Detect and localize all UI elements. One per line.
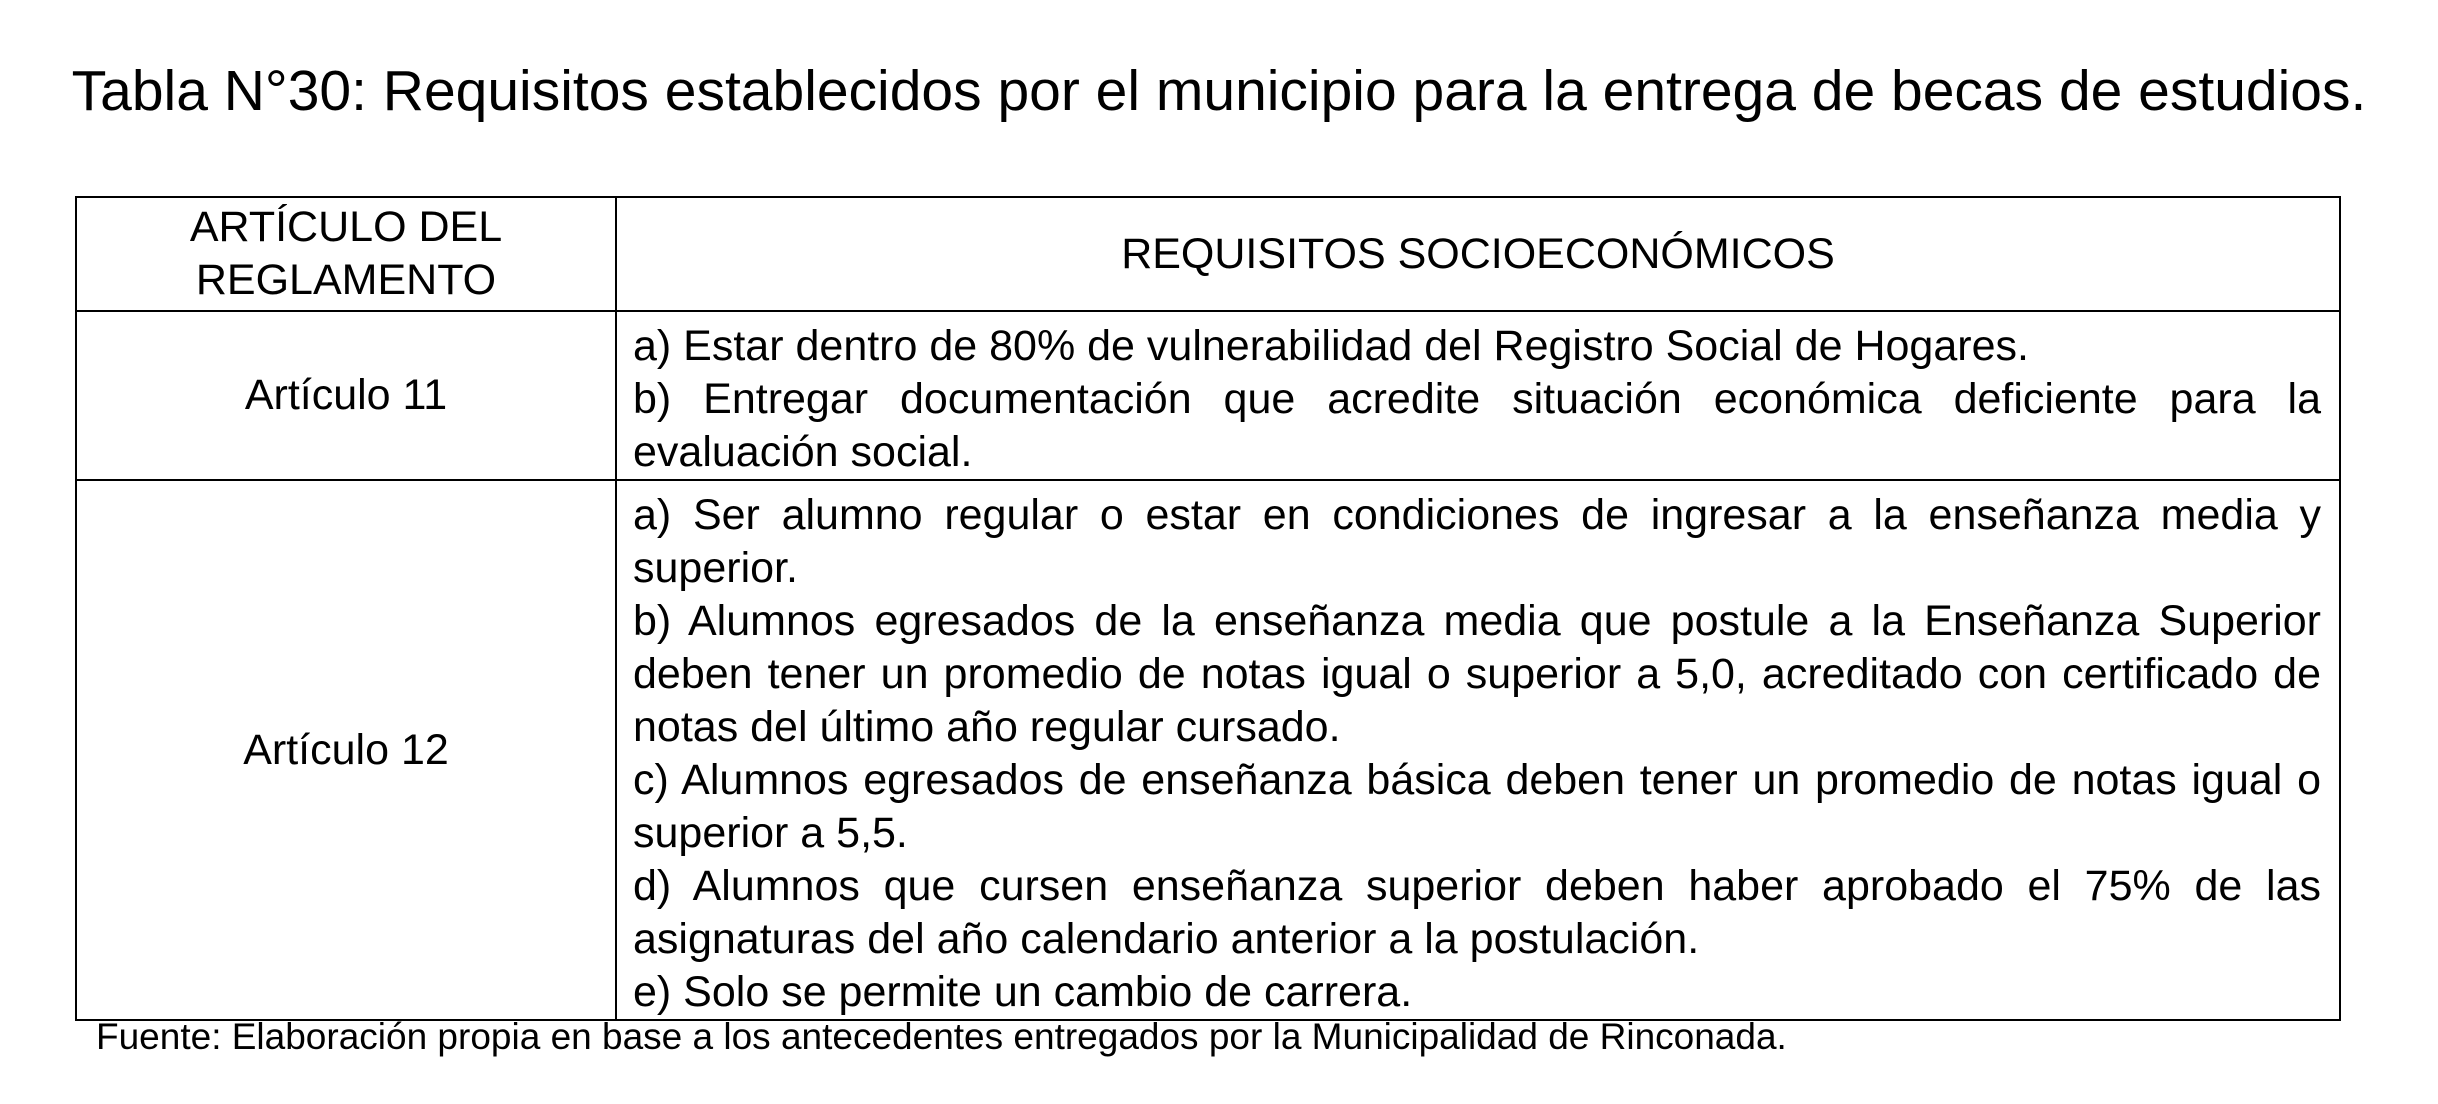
requirement-item: a) Estar dentro de 80% de vulnerabilidad del Registro Social de Hogares.: [633, 322, 2029, 370]
requirements-table: [75, 196, 2341, 1021]
requirements-cell: [616, 311, 2340, 480]
header-requirements: REQUISITOS SOCIOECONÓMICOS: [616, 197, 2340, 311]
article-cell: Artículo 12: [76, 480, 616, 1020]
table-row: [76, 311, 2340, 480]
requirement-item: c) Alumnos egresados de enseñanza básica deben tener un promedio de notas igual o superior a 5,5.: [633, 756, 2321, 857]
page-title: Tabla N°30: Requisitos establecidos por el municipio para la entrega de becas de estudios.: [71, 59, 2367, 123]
table-row: [76, 480, 2340, 1020]
source-note: Fuente: Elaboración propia en base a los antecedentes entregados por la Municipalidad de Rinconada.: [96, 1016, 1787, 1057]
requirement-item: a) Ser alumno regular o estar en condiciones de ingresar a la enseñanza media y superior.: [633, 491, 2321, 592]
requirement-item: b) Alumnos egresados de la enseñanza media que postule a la Enseñanza Superior deben tener un promedio de notas igual o superior a 5,0, acreditado con certificado de notas del último año regular cursado.: [633, 597, 2321, 751]
requirement-item: e) Solo se permite un cambio de carrera.: [633, 968, 1413, 1016]
article-cell: Artículo 11: [76, 311, 616, 480]
requirement-item: d) Alumnos que cursen enseñanza superior deben haber aprobado el 75% de las asignaturas del año calendario anterior a la postulación.: [633, 862, 2321, 963]
requirements-cell: [616, 480, 2340, 1020]
table-header-row: [76, 197, 2340, 311]
requirement-item: b) Entregar documentación que acredite situación económica deficiente para la evaluación social.: [633, 375, 2321, 476]
header-article: ARTÍCULO DEL REGLAMENTO: [76, 197, 616, 311]
